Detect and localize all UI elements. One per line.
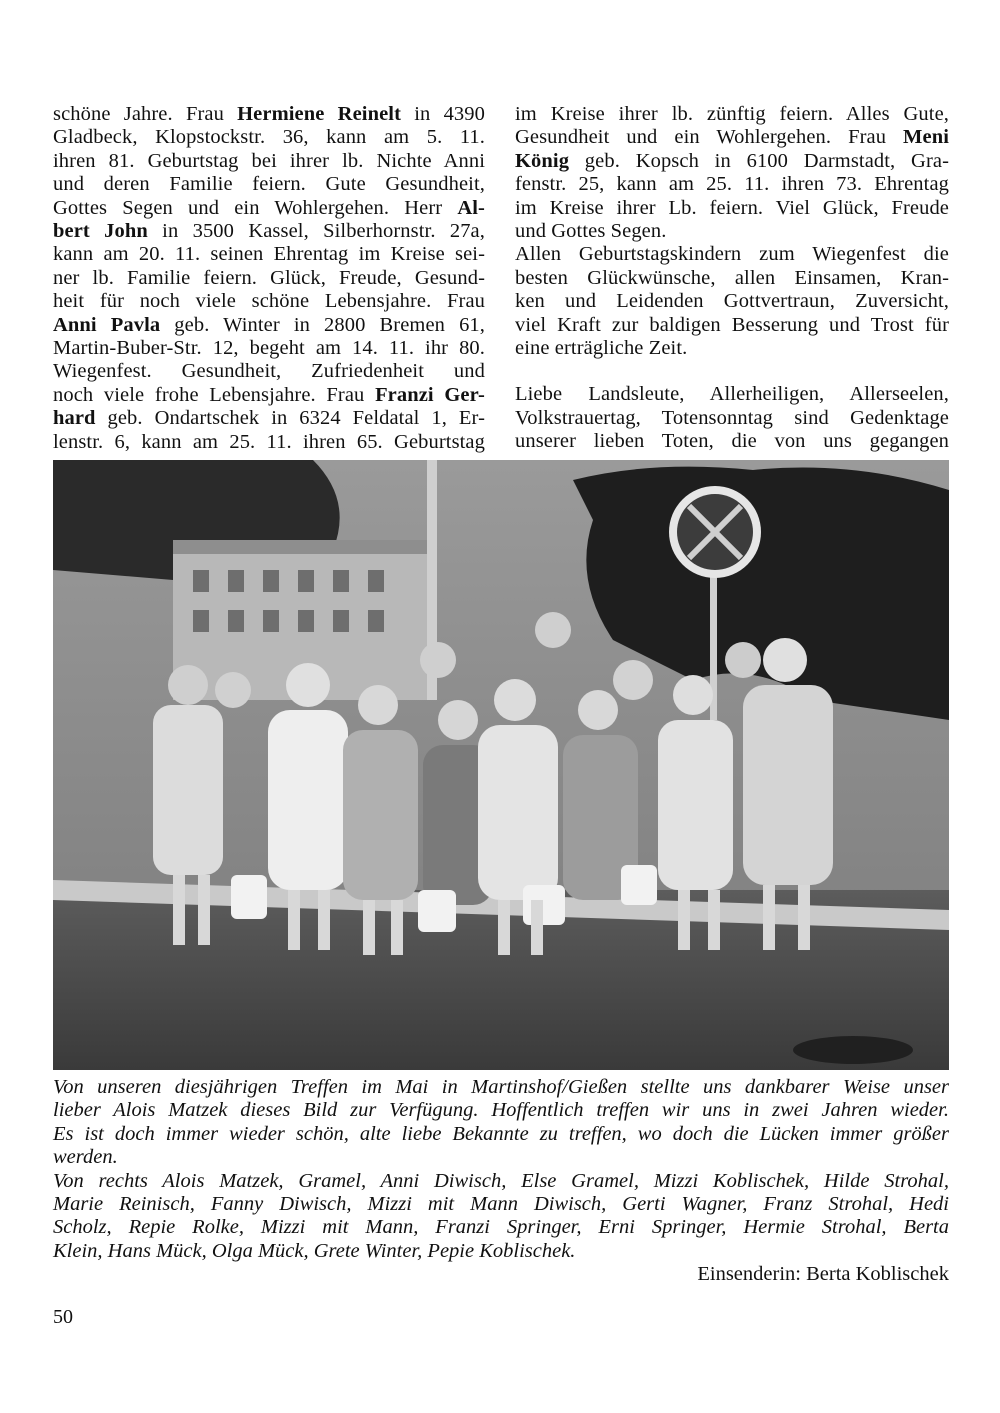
text-line: im Kreise ihrer lb. zünftig feiern. Alles Gute, (515, 103, 949, 125)
text-line: Martin-Buber-Str. 12, begeht am 14. 11. ihr 80. (53, 337, 485, 360)
text-line: Liebe Landsleute, Allerheiligen, Allerseelen, (515, 383, 949, 406)
text-line: bert John in 3500 Kassel, Silberhornstr. 27a, (53, 220, 485, 243)
sender-line: Einsenderin: Berta Koblischek (697, 1263, 949, 1285)
caption-line: werden. (53, 1146, 118, 1169)
text-line: König geb. Kopsch in 6100 Darmstadt, Gra- (515, 149, 949, 172)
text-line: lenstr. 6, kann am 25. 11. ihren 65. Geburtstag (53, 430, 485, 453)
text-line: heit für noch viele schöne Lebensjahre. Frau (53, 290, 485, 313)
text-line: im Kreise ihrer Lb. feiern. Viel Glück, Freude (515, 196, 949, 219)
right-column (515, 103, 949, 454)
text-line: viel Kraft zur baldigen Besserung und Trost für (515, 313, 949, 336)
caption-line: Von unseren diesjährigen Treffen im Mai in Martinshof/Gießen stellte uns dankbarer Weise unser (53, 1076, 949, 1098)
text-line: ner lb. Familie feiern. Glück, Freude, Gesund- (53, 266, 485, 289)
caption-line: lieber Alois Matzek dieses Bild zur Verfügung. Hoffentlich treffen wir uns in zwei Jahren wieder. (53, 1099, 949, 1122)
text-line: unserer lieben Toten, die von uns gegangen (515, 430, 949, 453)
text-line: Wiegenfest. Gesundheit, Zufriedenheit und (53, 360, 485, 383)
text-line: Gesundheit und ein Wohlergehen. Frau Meni (515, 126, 949, 149)
text-line: ihren 81. Geburtstag bei ihrer lb. Nichte Anni (53, 149, 485, 172)
text-line: Anni Pavla geb. Winter in 2800 Bremen 61, (53, 313, 485, 336)
text-line: Allen Geburtstagskindern zum Wiegenfest die (515, 243, 949, 266)
text-line: fenstr. 25, kann am 25. 11. ihren 73. Ehrentag (515, 173, 949, 196)
text-line: schöne Jahre. Frau Hermiene Reinelt in 4390 (53, 103, 485, 125)
text-line: eine erträgliche Zeit. (515, 337, 688, 360)
text-line: und deren Familie feiern. Gute Gesundheit, (53, 173, 485, 196)
text-line: noch viele frohe Lebensjahre. Frau Franzi Ger- (53, 383, 485, 406)
text-line: Volkstrauertag, Totensonntag sind Gedenktage (515, 406, 949, 429)
right-paragraph-1 (515, 103, 949, 243)
caption-line: Marie Reinisch, Fanny Diwisch, Mizzi mit Mann Diwisch, Gerti Wagner, Franz Strohal, Hedi (53, 1193, 949, 1216)
text-line: kann am 20. 11. seinen Ehrentag im Kreise sei- (53, 243, 485, 266)
caption-line: Scholz, Repie Rolke, Mizzi mit Mann, Franzi Springer, Erni Springer, Hermie Strohal, Berta (53, 1216, 949, 1239)
left-column (53, 103, 485, 454)
photo-caption (53, 1076, 949, 1263)
text-line: und Gottes Segen. (515, 220, 667, 243)
right-paragraph-2 (515, 243, 949, 360)
caption-line: Klein, Hans Mück, Olga Mück, Grete Winter, Pepie Koblischek. (53, 1239, 576, 1262)
group-photo-image (53, 460, 949, 1070)
text-line: Gladbeck, Klopstockstr. 36, kann am 5. 11. (53, 126, 485, 149)
text-line: ken und Leidenden Gottvertraun, Zuversicht, (515, 290, 949, 313)
group-photo (53, 460, 949, 1070)
text-line: besten Glückwünsche, allen Einsamen, Kran- (515, 266, 949, 289)
text-line: hard geb. Ondartschek in 6324 Feldatal 1, Er- (53, 407, 485, 430)
page-number: 50 (53, 1306, 73, 1328)
caption-line: Es ist doch immer wieder schön, alte liebe Bekannte zu treffen, wo doch die Lücken immer größer (53, 1122, 949, 1145)
text-line: Gottes Segen und ein Wohlergehen. Herr Al- (53, 196, 485, 219)
caption-line: Von rechts Alois Matzek, Gramel, Anni Diwisch, Else Gramel, Mizzi Koblischek, Hilde Strohal, (53, 1169, 949, 1192)
right-paragraph-3 (515, 383, 949, 453)
